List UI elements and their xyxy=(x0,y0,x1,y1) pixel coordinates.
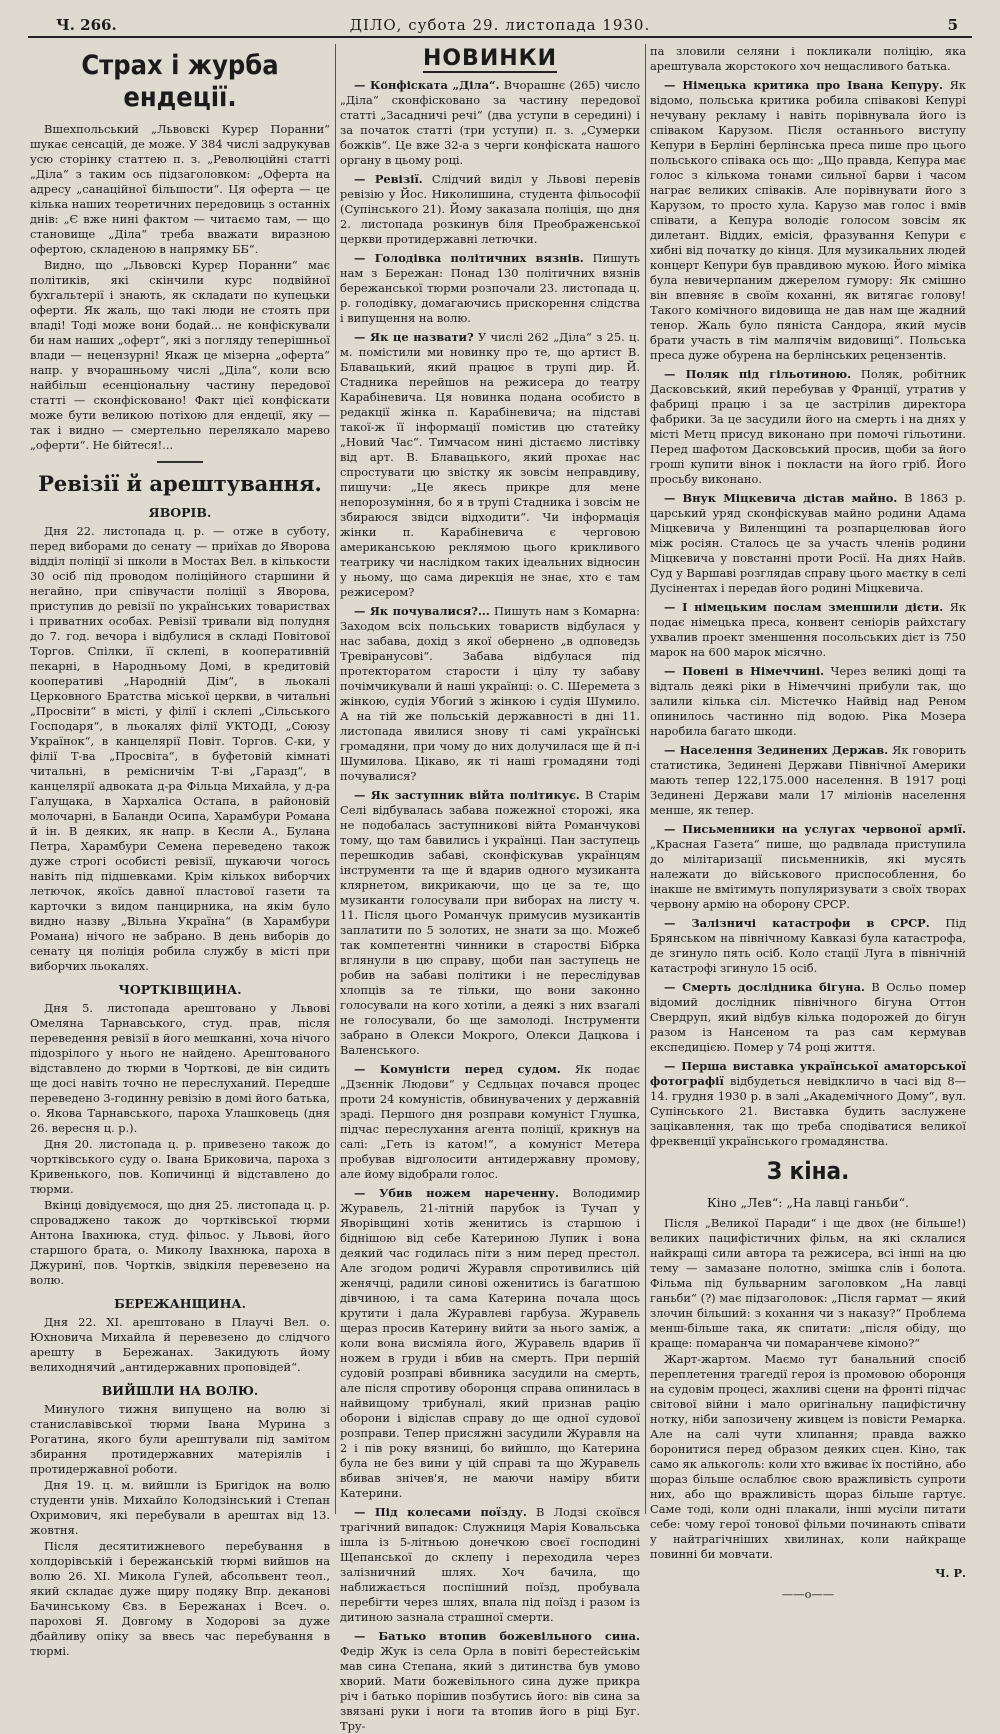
paragraph: Дня 5. листопада арештовано у Львові Омеляна Тарнавського, студ. прав, після переведення ревізії в його мешканні, хоча нічого підозрілого у нього не найдено. Арештованого відставлено до тюрми в Чорткові, де він сидить ще досі навіть точно не переслуханий. Передше переведено 3-годинну ревізію в домі його батька, о. Якова Тарнавського, пароха Улашковець (дня 26. вересня ц. р.). xyxy=(30,1001,330,1135)
news-item-body: Пишуть нам з Бережан: Понад 130 політичних вязнів бережанської тюрми розпочали 23. листопада ц. р. голодівку, домагаючись прискорення слідства і випущення на волю. xyxy=(340,251,640,325)
news-item xyxy=(650,822,966,912)
news-item-title: — Конфіската „Діла“. xyxy=(354,78,500,92)
news-item-title: — Перша виставка української аматорської фотографії xyxy=(650,1059,966,1088)
news-item-title: — Як це назвати? xyxy=(354,330,474,344)
news-item-body: Як відомо, польська критика робила співакові Кепурі нечувану рекламу і навіть порівнувала його із співаком Карузом. Після останнього виступу Кепури в Берліні берлінська преса пише про цього польського співака ось що: „Що правда, Кепура має голос з кількома тонами сильної барви і часом награє великих співаків. Але порівнувати його з Карузом, то просто хула. Карузо мав голос і вмів співати, а Кепура володіє голосом зовсім як дилетант. Віддих, емісія, фразування Кепури є хибні від початку до кінця. Для музикальних людей концерт Кепури був правдивою мукою. Його міміка була невичерпаним джерелом гумору: Як смішно він впевняє в своїм коханні, як витягає голову! Такого комічного видовища не дав нам ще жадний тенор. Жаль було пяніста Сандора, який мусів брати участь в тім малпячім видовищі“. Польська преса дуже обурена на берлінських рецензентів. xyxy=(650,78,966,362)
column-divider xyxy=(335,44,336,1514)
news-item xyxy=(650,1059,966,1149)
news-item-body: Слідчий виділ у Львові перевів ревізію у Йос. Николишина, студента фільософії (Супінського 21). Йому заказала поліція, що дня 2. листопада розкинув біля Преображенської церкви протидержавні летючки. xyxy=(340,172,640,246)
paragraph: Видно, що „Львовскі Курєр Поранни“ має політиків, які скінчили курс подвійної бухгальтерії і знають, як складати по купецьки оферти. Як жаль, що такі люди не стоять при владі! Тоді може вони бодай... не конфіскували би нам наших „оферт“, які з погляду теперішньої влади — нецензурні! Якаж це мізерна „оферта“ напр. у вчорашньому числі „Діла“, коли всю найбільш есенціональну частину передової статті — сконфісковано! Факт цієї конфіскати може бути великою потіхою для ендеції, яку — так і видно — смертельно перелякало марево „оферти“. Не бійтеся!... xyxy=(30,258,330,452)
news-item xyxy=(340,78,640,168)
subheading-chortkiv: ЧОРТКІВЩИНА. xyxy=(118,982,242,997)
news-item xyxy=(650,743,966,818)
news-item xyxy=(340,788,640,1058)
news-item-title: — Як почувалися?... xyxy=(354,604,490,618)
subheading-yavoriv: ЯВОРІВ. xyxy=(148,505,212,520)
section-divider xyxy=(157,461,203,463)
news-item-title: — Внук Міцкевича дістав майно. xyxy=(664,491,898,505)
news-item-body: Володимир Журавель, 21-літній парубок із Тучап у Яворівщині хотів женитись із старшою і біднішою від себе Катериною Лупик і вона деякий час годилась піти з ним перед престол. Але згодом родичі Журавля спротивились цій женячці, радили синові оженитись із багатшою дівчиною, і та сама Катерина почала щось крутити і дала Журавлеві гарбуза. Журавель щераз просив Катерину вийти за нього заміж, а коли вона висміяла його, Журавель вдарив її ножем в груди і вбив на смерть. При першій судовій розправі вбивника засудили на смерть, але після спротиву оборонця справа опинилась в найвищому трибуналі, який признав рацію оборони і відіслав справу до ще одної судової розправи. Тепер присяжні засудили Журавля на 2 і пів року вязниці, бо вийшло, що Катерина була не без вини у цій справі та що Журавель вбивав знічев'я, не маючи наміру вбити Катерини. xyxy=(340,1186,640,1500)
news-item-body: Поляк, робітник Дасковський, який перебував у Франції, утратив у фабриці працю і за це застрілив директора фабрики. За це засудили його на смерть і на днях у місті Метц присуд виконано при помочі гільотини. Перед шафотом Дасковський просив, щоби за його гроші купити вінок і покласти на його гріб. Його просьбу виконано. xyxy=(650,367,966,486)
news-item xyxy=(650,367,966,487)
end-mark: ——о—— xyxy=(781,1587,835,1601)
news-item xyxy=(650,600,966,660)
news-item xyxy=(650,491,966,596)
column-right xyxy=(650,44,967,1601)
paragraph: Минулого тижня випущено на волю зі станиславівської тюрми Івана Мурина з Рогатина, якого були арештували під замітом збирання протидержавних матеріялів і протидержавної роботи. xyxy=(30,1402,330,1476)
column-divider xyxy=(645,44,646,1514)
news-item-body: Як подає німецька преса, конвент сеніорів райхстагу ухвалив проект зменшення посольських дієт із 750 марок на 600 марок місячно. xyxy=(650,600,966,659)
masthead: ДІЛО, субота 29. листопада 1930. xyxy=(349,16,651,34)
page-number: 5 xyxy=(947,16,958,34)
news-item-title: — Голодівка політичних вязнів. xyxy=(354,251,584,265)
article-title-kino: З кіна. xyxy=(766,1157,850,1185)
paragraph: Дня 22. листопада ц. р. — отже в суботу, перед виборами до сенату — приїхав до Яворова відділ поліції зі школи в Мостах Вел. в кількости 30 осіб під проводом поліційного старшини й негайно, при співучасти поліції з Яворова, приступив до ревізії по українських товариствах і приватних особах. Ревізії тривали від полудня до 7. год. вечора і відбулися в складі Повітової Торгов. Спілки, її склепі, в кооперативній пекарні, в Народньому Домі, в кредитовій кооперативі „Народній Дім“, в льокалі Церковного Братства міської церкви, в читальні „Просвіти“ в місті, у філії і склепі „Сільського Господаря“, в льокалях філії УКТОДІ, „Союзу Українок“, в канцелярії Повіт. Торгов. С-ки, у філії Т-ва „Просвіта“, в буфетовій кімнаті читальні, в ремісничім Т-ві „Гаразд“, в канцелярії адвоката д-ра Фільца Михайла, у д-ра Галущака, в Хархаліса Остапа, в районовій молочарні, в Баланди Осипа, Харамбури Романа й ін. В деяких, як напр. в Кесли А., Булана Петра, Харамбури Семена переведено також дуже строгі особисті ревізії, шукаючи чогось навіть під підшевками. Крім кількох виборчих летючок, якоїсь давної пластової газети та карточки з видом панцирника, на якім було видно назву „Вільна Україна“ (в Харамбури Романа) нічого не забрано. В день виборів до сенату ця поліція робила службу в місті при виборчих льокалях. xyxy=(30,524,330,973)
author-signature: Ч. Р. xyxy=(935,1566,966,1580)
news-item xyxy=(340,172,640,247)
column-middle xyxy=(340,44,641,1733)
paragraph: Після десятитижневого перебування в холдорівській і бережанській тюрмі вийшов на волю 26. XI. Микола Гулей, абсольвент теол., який складає дуже щиру подяку Впр. деканові Бачинському Євз. в Бережанах і Всеч. о. парохові Я. Довгому в Ходорові за дуже дбайливу опіку за ввесь час перебування в тюрмі. xyxy=(30,1539,330,1658)
news-item-body: Федір Жук із села Орла в повіті берестейськім мав сина Степана, який з дитинства був умово хворий. Мати божевільного сина дуже прикра річ і батько порішив позбутись його: вів сина за звязані руки і ноги та втопив його в ріці Буг. Тру- xyxy=(340,1644,640,1733)
news-item-title: — Під колесами поїзду. xyxy=(354,1505,527,1519)
news-item xyxy=(340,330,640,600)
news-item-title: — Смерть дослідника бігуна. xyxy=(664,980,865,994)
column-left xyxy=(30,44,330,1658)
article-title-fear: Страх і журба ендеції. xyxy=(81,50,279,113)
paragraph: Після „Великої Паради“ і ще двох (не більше!) великих пацифістичних фільм, на які склалися найкращі сили автора та режисера, всі інші на цю тему — замазане полотно, змішка слів і болота. Фільма під бульварним заголовком „На лавці ганьби“ (?) має підзаголовок: „Після гармат — який злочин більший: з кохання чи з наказу?“ Проблема менш-більше така, як спитати: „після обіду, що краще: помаранча чи помаранчеве кімоно?“ xyxy=(650,1216,966,1350)
news-item-body: Через великі дощі та відталь деякі ріки в Німеччині прибули так, що залили кілька сіл. Містечко Найвід над Реном опинилось частинно під водою. Ріка Мозера наробила багато шкоди. xyxy=(650,664,967,738)
page-header xyxy=(28,14,972,38)
news-item-title: — Як заступник війта політикує. xyxy=(354,788,580,802)
news-item xyxy=(650,980,966,1055)
news-item-title: — Повені в Німеччині. xyxy=(664,664,825,678)
news-item xyxy=(340,1062,640,1182)
news-item-title: — Убив ножем нареченну. xyxy=(354,1186,559,1200)
news-item-title: — Батько втопив божевільного сина. xyxy=(354,1629,640,1643)
news-item-title: — Населення Зединених Держав. xyxy=(664,743,889,757)
news-item xyxy=(650,916,966,976)
kino-subtitle: Кіно „Лев“: „На лавці ганьби“. xyxy=(706,1195,910,1210)
news-item xyxy=(340,1186,640,1501)
paragraph: Вшехпольський „Львовскі Курєр Поранни“ шукає сенсацій, де може. У 384 числі задрукував усю сторінку статтею п. з. „Революційні статті „Діла“ з таким ось підзаголовком: „Оферта на адресу „санаційної більшости“. Ця оферта — це кілька наших теоретичних передовиць з останніх днів: „Є вже нині фактом — читаємо там, — що становище „Діла“ треба вважати виразною офертою, складеною в напрямку ББ“. xyxy=(30,122,330,256)
news-item-title: — Ревізії. xyxy=(354,172,423,186)
news-item xyxy=(340,1629,640,1734)
news-item-body: Вчорашнє (265) число „Діла“ сконфісковано за частину передової статті „Засадничі речі“ (два уступи в середині) і за початок статті (три уступи) п. з. „Сумерки божків“. Це вже 32-а з черги конфіската нашого органу в цьому році. xyxy=(340,78,640,167)
subheading-berezh: БЕРЕЖАНЩИНА. xyxy=(114,1296,246,1311)
subheading-freed: ВИЙШЛИ НА ВОЛЮ. xyxy=(101,1383,259,1398)
news-item-title: — І німецьким послам зменшили дієти. xyxy=(664,600,944,614)
news-item-continued xyxy=(650,44,966,74)
news-item-title: — Письменники на услугах червоної армії. xyxy=(664,822,966,836)
paragraph: Жарт-жартом. Маємо тут банальний спосіб переплетення трагедії героя із промовою оборонця на судовім процесі, жахливі сцени на фронті підчас світової війни і мало оригінальну пацифістичну нотку, ніби запозичену живцем із повісти Ремарка. Але на салі чути хлипання; правда важко боронитися перед образом деяких сцен. Кіно, так само як алькоголь: коли хто вживає їх постійно, або щораз більше ослаблює свою вражливість супроти них, або що вражливість щораз більше гартує. Саме тоді, коли одні плакали, інші мусіли питати себе: чому герої тонової фільми починають співати у найтрагічніших хвилинах, коли найкраще повинні би мовчати. xyxy=(650,1352,966,1561)
news-item xyxy=(650,78,966,363)
news-item-title: — Залізничі катастрофи в СРСР. xyxy=(664,916,930,930)
news-item-body: В Старім Селі відбувалась забава пожежної сторожі, яка не подобалась заступникові війта Романчукові тому, що там бавились і українці. Пан заступець перешкодив забаві, сконфіскував українцям інструменти та ще й вдарив одного музиканта клярнетом, викрикаючи, що це за те, що музиканти голосували при виборах на листу ч. 11. Після цього Романчук примусив музикантів заплатити по 5 золотих, не знати за що. Можеб так компетентні чинники в старостві Бібрка вглянули в цю справу, щоби пан заступець не робив на забаві політики і не переслідував хлопців за те тільки, що вони законно голосували на кого хотіли, а деякі з них взагалі не голосували, бо ще замолоді. Інструменти забрано в Олекси Мокрого, Олекси Дацкова і Валенського. xyxy=(340,788,640,1057)
news-item xyxy=(650,664,966,739)
section-title-news xyxy=(340,46,640,72)
news-item-body: „Красная Газета“ пише, що радвлада приступила до мілітаризації письменників, які мусять належати до військового приспособлення, бо інакше не вмітимуть популяризувати з своїх творах червону армію на оборону СРСР. xyxy=(650,837,966,911)
news-item-body: В Лодзі скоївся трагічний випадок: Служниця Марія Ковальська ішла із 5-літньою донечкою своєї господині Щепанської до склепу і переходила через залізничний шлях. Хоч бачила, що наближається поспішний поїзд, пробувала перебігти через шлях, впала під поїзд і разом із дитиною зазнала страшної смерти. xyxy=(340,1505,640,1624)
paragraph: Вкінці довідуємося, що дня 25. листопада ц. р. спроваджено також до чортківської тюрми Антона Івахнюка, студ. фільос. у Львові, його старшого брата, о. Миколу Івахнюка, пароха в Джуринї, пов. Чортків, звідкіля перевезено на волю. xyxy=(30,1198,330,1287)
news-item-body: В Осльо помер відомий дослідник північного бігуна Оттон Свердруп, який відбув кілька подорожей до бігун разом із Нансеном та раз сам кермував експедицією. Помер у 74 році життя. xyxy=(650,980,966,1054)
paragraph: Дня 19. ц. м. вийшли із Бригідок на волю студенти унів. Михайло Колодзінський і Степан Охримович, які перебували в арештах від 13. жовтня. xyxy=(30,1478,330,1537)
news-item-body: Під Брянськом на північному Кавказі була катастрофа, де згинуло пять осіб. Коло стації Луга в північній катастрофі згинуло 15 осіб. xyxy=(650,916,966,975)
section-title-news-text: НОВИНКИ xyxy=(422,46,558,71)
news-item-title: — Німецька критика про Івана Кепуру. xyxy=(664,78,943,92)
news-item xyxy=(340,1505,640,1625)
news-item-body: Як подає „Дзєннік Людови“ у Сєдльцах почався процес проти 24 комуністів, обвинувачених у державній зраді. Першого дня розправи комуніст Глушка, підчас переслухання агента поліції, крикнув на салі: „Геть із катом!“, а комуніст Метера пробував відголосити антидержавну промову, але йому відобрали голос. xyxy=(340,1062,640,1181)
paragraph: Дня 20. листопада ц. р. привезено також до чортківського суду о. Івана Бриковича, пароха з Кривенького, пов. Копичинці й відставлено до тюрми. xyxy=(30,1137,330,1196)
news-item-body: У числі 262 „Діла“ з 25. ц. м. помістили ми новинку про те, що артист В. Блавацький, який працює в трупі дир. Й. Стадника перейшов на режисера до театру Карабіневича. Ця новинка подана особисто в редакції жінка п. Карабіневича; на підставі такої-ж її інформації помістив цю статейку „Новий Час“. Тимчасом нині дістаємо листівку від арт. В. Блавацького, який прохає нас спростувати цю звістку як зовсім неправдиву, пишучи: „Це якесь прикре для мене непорозуміння, бо я в трупі Стадника і зовсім не збираюся звідси відходити“. Чи інформація жінки п. Карабіневича є черговою американською реклямою цього крикливого театрику чи наслідком таких ідеальних відносин у ньому, що сама дирекція не знає, хто є там режисером? xyxy=(340,330,640,599)
news-item-body: Пишуть нам з Комарна: Заходом всіх польських товариств відбулася у нас забава, дохід з якої обернено „в одповедзь Тревіранусові“. Забава відбулася під протекторатом старости і цілу ту забаву почімчикували й наші українці: о. С. Шеремета з жінкою, судія Убогий з жінкою і судія Шумило. А на тій же польській державності в дні 11. листопада явилися знову ті самі українські громадяни, при чому до них долучилася ще й п-і Шумилова. Цікаво, як ті наші громадяни тоді почувалися? xyxy=(340,604,641,783)
news-item-body: Як говорить статистика, Зединені Держави Північної Америки мають тепер 122,175.000 населення. В 1917 році Зединені Держави мали 17 міліонів населення менше, як тепер. xyxy=(650,743,967,817)
news-item xyxy=(340,604,640,784)
news-item-body: па зловили селяни і покликали поліцію, яка арештувала жорстокого хоч нещасливого батька. xyxy=(650,44,966,73)
issue-number: Ч. 266. xyxy=(56,16,117,34)
news-item-title: — Комуністи перед судом. xyxy=(354,1062,561,1076)
news-item-body: відбудеться невідкличо в часі від 8—14. грудня 1930 р. в залі „Академічного Дому“, вул. Супінського 21. Виставка будить заслужене зацікавлення, так що треба сподіватися великої фреквенції українського громадянства. xyxy=(650,1074,966,1148)
article-title-revisions: Ревізії й арештування. xyxy=(38,471,322,496)
paragraph: Дня 22. XI. арештовано в Плаучі Вел. о. Юхновича Михайла й перевезено до слідчого арешту в Бережанах. Закидують йому велиходнячий „антидержавних проповідей“. xyxy=(30,1315,330,1374)
news-item-body: В 1863 р. царський уряд сконфіскував майно родини Адама Міцкевича у Виленщині та розпарцелював його між росіян. Сталось це за участь членів родини Міцкевича у повстанні проти Росії. На днях Найв. Суд у Варшаві розглядав справу цього маєтку в селі Дусінентах і передав його родині Міцкевича. xyxy=(650,491,966,595)
news-item-title: — Поляк під гільотиною. xyxy=(664,367,852,381)
news-item xyxy=(340,251,640,326)
